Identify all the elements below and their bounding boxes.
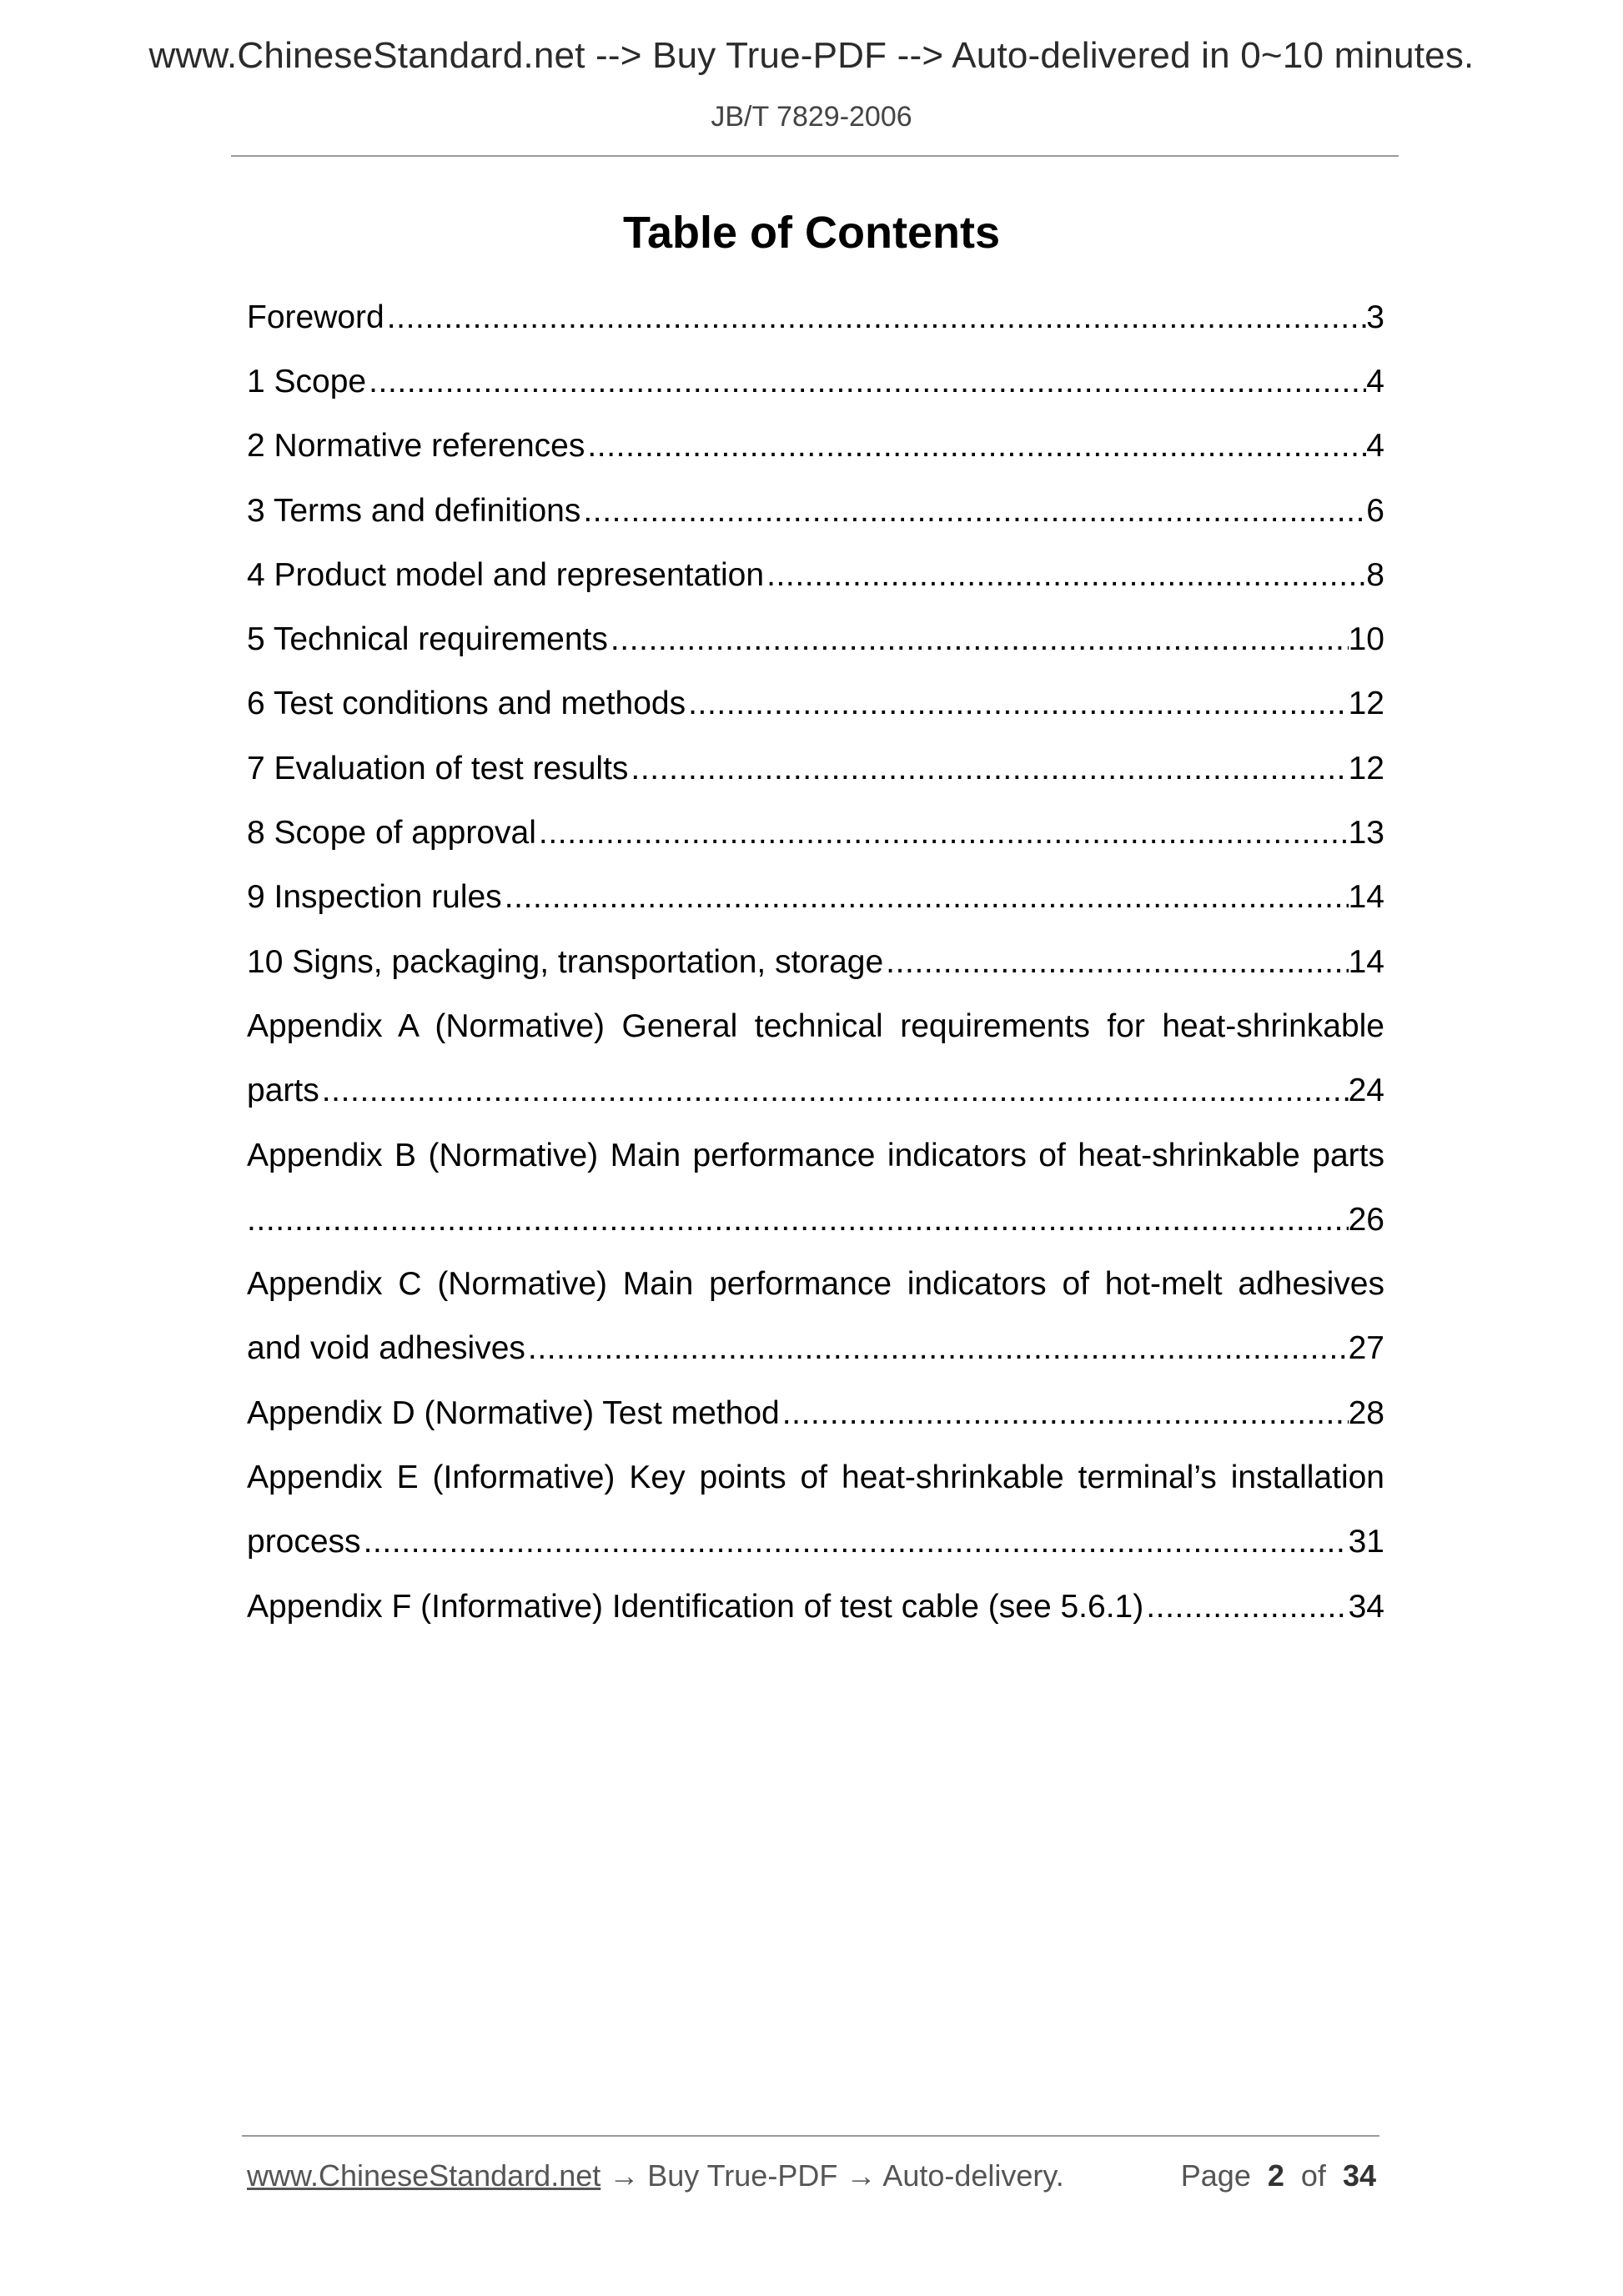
page-current: 2 <box>1267 2158 1284 2193</box>
toc-entry-page: 24 <box>1348 1073 1384 1109</box>
toc-entry-9[interactable] <box>247 866 1384 930</box>
toc-entry-page: 28 <box>1348 1394 1384 1431</box>
top-banner: www.ChineseStandard.net --> Buy True-PDF --> Auto-delivered in 0~10 minutes. <box>148 35 1475 76</box>
toc-entry-page: 26 <box>1348 1201 1384 1238</box>
toc-entry-label: Appendix E (Informative) Key points of heat-shrinkable terminal’s installation <box>247 1459 1384 1495</box>
dot-leader <box>585 428 1366 465</box>
page-number <box>1181 2158 1376 2193</box>
toc-entry-label: 10 Signs, packaging, transportation, storage <box>247 943 884 980</box>
toc-entry-page: 31 <box>1348 1524 1384 1560</box>
toc-entry-label: 3 Terms and definitions <box>247 492 581 529</box>
toc-entry-4[interactable] <box>247 543 1384 607</box>
toc-title: Table of Contents <box>623 208 1000 258</box>
dot-leader <box>608 621 1349 658</box>
dot-leader <box>628 751 1348 787</box>
dot-leader <box>780 1395 1349 1432</box>
toc-entry-label: and void adhesives <box>247 1330 525 1367</box>
toc-entry-appendix-d[interactable] <box>247 1381 1384 1445</box>
toc-entry-label: Appendix F (Informative) Identification of test cable (see 5.6.1) <box>247 1588 1144 1625</box>
toc-entry-7[interactable] <box>247 736 1384 801</box>
toc-entry-label: 8 Scope of approval <box>247 815 536 852</box>
page-word: Page <box>1180 2158 1251 2193</box>
toc-entry-page: 3 <box>1366 299 1384 335</box>
footer-site-link[interactable]: www.ChineseStandard.net <box>247 2158 601 2193</box>
toc-entry-label: Appendix B (Normative) Main performance indicators of heat-shrinkable parts <box>247 1137 1384 1173</box>
toc-entry-page: 14 <box>1348 943 1384 980</box>
dot-leader <box>686 686 1348 722</box>
toc-entry-page: 14 <box>1348 879 1384 916</box>
toc-entry-label: Appendix A (Normative) General technical requirements for heat-shrinkable <box>247 1007 1384 1044</box>
toc-entry-foreword[interactable] <box>247 285 1384 349</box>
toc-entry-2[interactable] <box>247 414 1384 479</box>
toc-entry-page: 4 <box>1366 428 1384 465</box>
toc-entry-appendix-a-line1[interactable] <box>247 994 1384 1058</box>
toc-entry-10[interactable] <box>247 930 1384 994</box>
toc-entry-label: parts <box>247 1073 319 1109</box>
toc-entry-3[interactable] <box>247 479 1384 543</box>
dot-leader <box>764 557 1366 594</box>
toc-entry-label: 1 Scope <box>247 363 367 399</box>
toc-entry-page: 10 <box>1348 621 1384 658</box>
toc-entry-1[interactable] <box>247 349 1384 414</box>
toc-entry-label: 2 Normative references <box>247 428 585 465</box>
toc-entry-page: 34 <box>1348 1588 1384 1625</box>
toc-entry-page: 4 <box>1366 363 1384 399</box>
dot-leader <box>361 1524 1349 1560</box>
toc-entry-label: Appendix C (Normative) Main performance indicators of hot-melt adhesives <box>247 1266 1384 1303</box>
toc-entry-8[interactable] <box>247 801 1384 865</box>
dot-leader <box>502 879 1349 916</box>
toc-entry-label: 7 Evaluation of test results <box>247 750 629 786</box>
header-divider <box>231 155 1399 157</box>
toc-entry-label: process <box>247 1524 361 1560</box>
toc-entry-page: 27 <box>1348 1330 1384 1367</box>
dot-leader <box>366 364 1366 400</box>
footer-promo <box>247 2158 1064 2193</box>
footer-promo-text: → Buy True-PDF → Auto-delivery. <box>600 2158 1064 2193</box>
dot-leader <box>319 1073 1349 1109</box>
dot-leader <box>525 1330 1349 1367</box>
toc-entry-appendix-e-line2[interactable] <box>247 1510 1384 1575</box>
dot-leader <box>536 815 1349 852</box>
of-word: of <box>1300 2158 1326 2193</box>
dot-leader <box>883 944 1348 981</box>
document-code: JB/T 7829-2006 <box>711 101 912 133</box>
toc-entry-appendix-b-line1[interactable] <box>247 1123 1384 1188</box>
toc-entry-label: Appendix D (Normative) Test method <box>247 1394 780 1431</box>
toc-entry-appendix-b-line2[interactable] <box>247 1188 1384 1252</box>
toc-entry-page: 6 <box>1366 492 1384 529</box>
toc-entry-appendix-a-line2[interactable] <box>247 1059 1384 1123</box>
toc-entry-page: 12 <box>1348 750 1384 786</box>
dot-leader <box>580 493 1366 530</box>
toc-entry-label: 4 Product model and representation <box>247 556 765 593</box>
toc-entry-page: 8 <box>1366 556 1384 593</box>
table-of-contents <box>247 285 1384 1639</box>
toc-entry-page: 12 <box>1348 686 1384 722</box>
toc-entry-page: 13 <box>1348 815 1384 852</box>
toc-entry-label: Foreword <box>247 299 384 335</box>
toc-entry-label: 6 Test conditions and methods <box>247 686 686 722</box>
toc-entry-label: 5 Technical requirements <box>247 621 608 658</box>
toc-entry-5[interactable] <box>247 607 1384 671</box>
toc-entry-6[interactable] <box>247 672 1384 736</box>
footer-divider <box>242 2135 1379 2137</box>
dot-leader <box>384 299 1367 336</box>
toc-entry-label: 9 Inspection rules <box>247 879 502 916</box>
toc-entry-appendix-e-line1[interactable] <box>247 1445 1384 1510</box>
dot-leader <box>1143 1589 1348 1625</box>
page-total: 34 <box>1342 2158 1376 2193</box>
toc-entry-appendix-c-line1[interactable] <box>247 1252 1384 1316</box>
toc-entry-appendix-c-line2[interactable] <box>247 1317 1384 1381</box>
dot-leader <box>247 1202 1349 1238</box>
toc-entry-appendix-f[interactable] <box>247 1575 1384 1639</box>
